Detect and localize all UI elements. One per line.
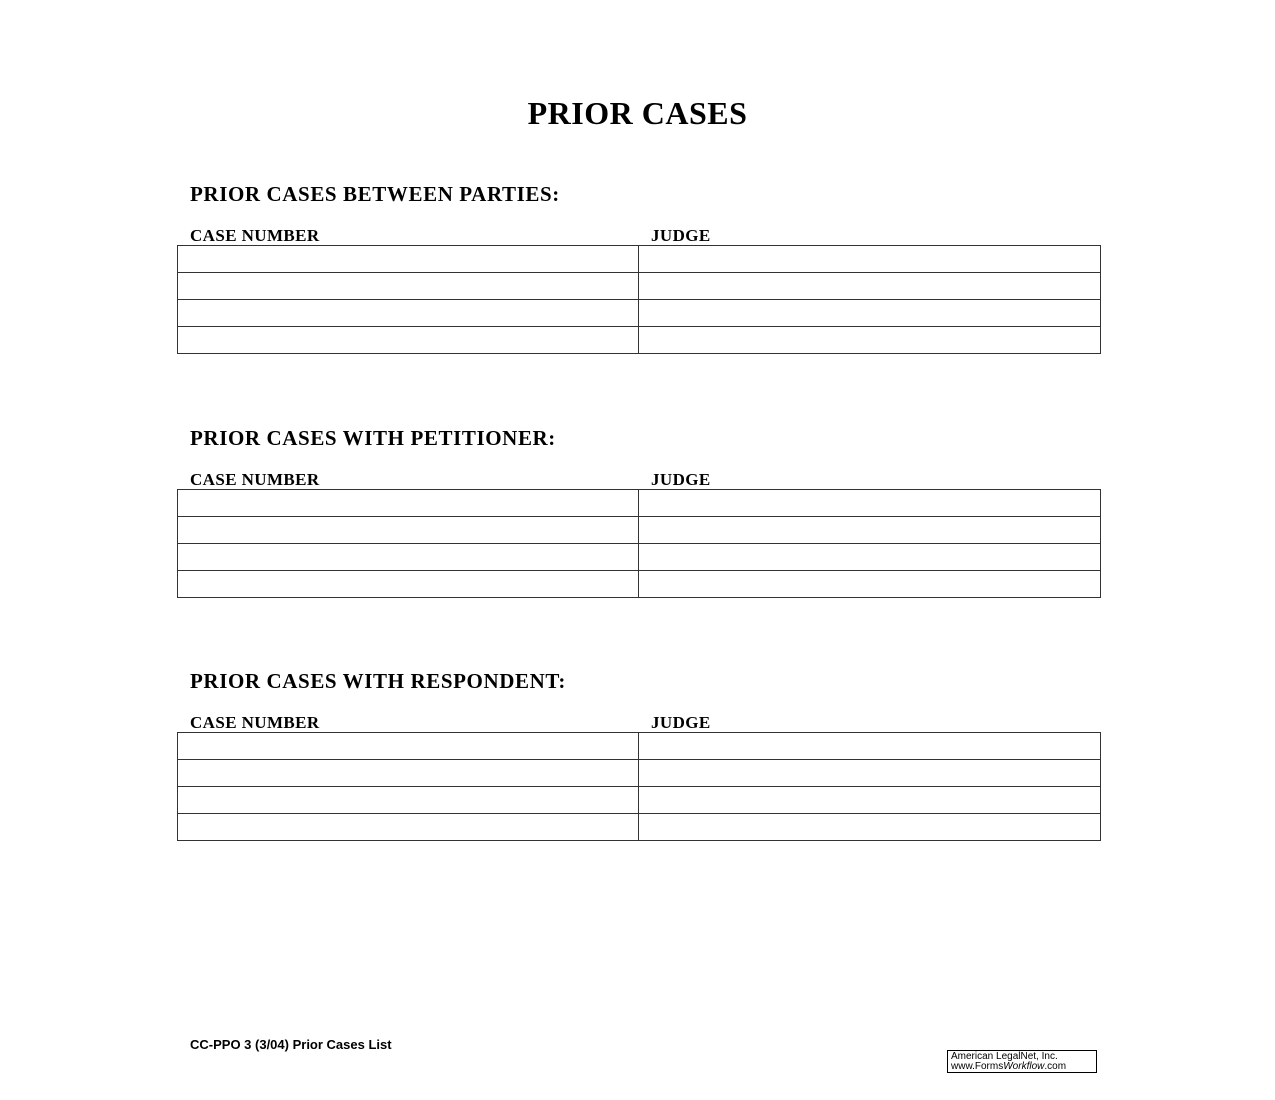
case-number-cell[interactable] [178, 517, 639, 544]
case-number-cell[interactable] [178, 273, 639, 300]
form-identifier: CC-PPO 3 (3/04) Prior Cases List [190, 1037, 392, 1052]
prior-cases-table [177, 732, 1101, 841]
table-row [178, 300, 1101, 327]
judge-cell[interactable] [639, 733, 1101, 760]
column-header-case-number: CASE NUMBER [190, 226, 320, 245]
judge-cell[interactable] [639, 544, 1101, 571]
table-row [178, 787, 1101, 814]
page-title: PRIOR CASES [527, 95, 748, 131]
judge-cell[interactable] [639, 273, 1101, 300]
table-row [178, 273, 1101, 300]
case-number-cell[interactable] [178, 246, 639, 273]
url-prefix: www.Forms [951, 1061, 1004, 1072]
case-number-cell[interactable] [178, 544, 639, 571]
publisher-stamp [947, 1050, 1097, 1073]
judge-cell[interactable] [639, 787, 1101, 814]
column-header-judge: JUDGE [651, 470, 711, 489]
table-row [178, 760, 1101, 787]
case-number-cell[interactable] [178, 571, 639, 598]
case-number-cell[interactable] [178, 787, 639, 814]
publisher-url [951, 1062, 1096, 1072]
judge-cell[interactable] [639, 517, 1101, 544]
table-row [178, 517, 1101, 544]
table-row [178, 571, 1101, 598]
column-header-judge: JUDGE [651, 226, 711, 245]
table-row [178, 490, 1101, 517]
table-row [178, 327, 1101, 354]
table-row [178, 246, 1101, 273]
judge-cell[interactable] [639, 571, 1101, 598]
case-number-cell[interactable] [178, 733, 639, 760]
judge-cell[interactable] [639, 246, 1101, 273]
column-header-case-number: CASE NUMBER [190, 713, 320, 732]
case-number-cell[interactable] [178, 327, 639, 354]
section-heading: PRIOR CASES WITH PETITIONER: [190, 426, 556, 450]
column-header-case-number: CASE NUMBER [190, 470, 320, 489]
column-header-judge: JUDGE [651, 713, 711, 732]
prior-cases-table [177, 489, 1101, 598]
case-number-cell[interactable] [178, 760, 639, 787]
section-heading: PRIOR CASES BETWEEN PARTIES: [190, 182, 560, 206]
url-suffix: .com [1044, 1061, 1067, 1072]
case-number-cell[interactable] [178, 490, 639, 517]
prior-cases-table [177, 245, 1101, 354]
judge-cell[interactable] [639, 327, 1101, 354]
judge-cell[interactable] [639, 300, 1101, 327]
publisher-name: American LegalNet, Inc. [951, 1051, 1058, 1062]
judge-cell[interactable] [639, 760, 1101, 787]
case-number-cell[interactable] [178, 300, 639, 327]
table-row [178, 814, 1101, 841]
table-row [178, 733, 1101, 760]
url-italic: Workflow [1003, 1061, 1045, 1072]
judge-cell[interactable] [639, 814, 1101, 841]
judge-cell[interactable] [639, 490, 1101, 517]
table-row [178, 544, 1101, 571]
section-heading: PRIOR CASES WITH RESPONDENT: [190, 669, 567, 693]
case-number-cell[interactable] [178, 814, 639, 841]
